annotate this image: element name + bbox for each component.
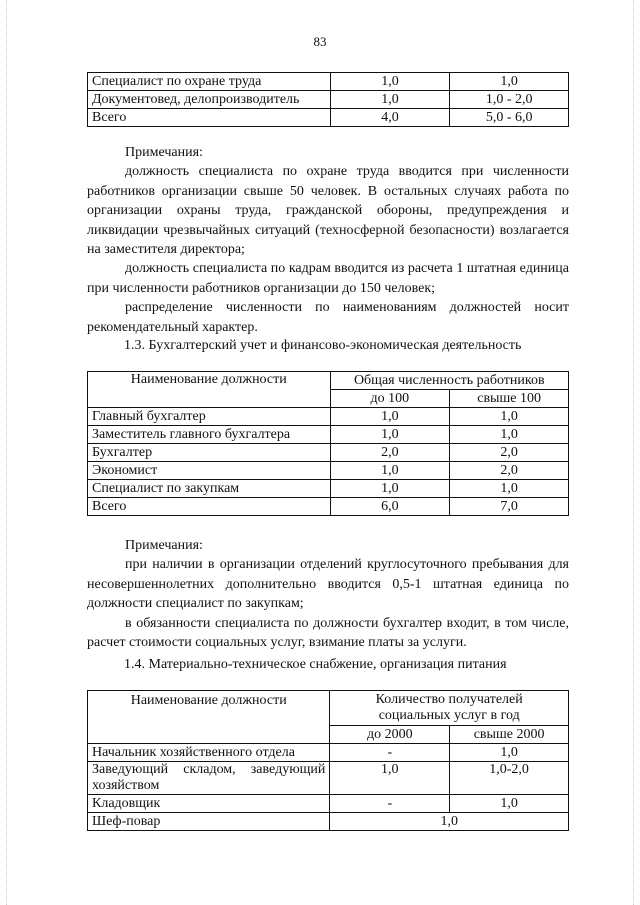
notes-block-2	[87, 536, 569, 652]
table-row	[88, 462, 569, 480]
table-row	[88, 498, 569, 516]
value-cell: 1,0	[330, 426, 450, 444]
value-cell: 1,0	[330, 480, 450, 498]
staff-table-accounting	[87, 371, 569, 516]
position-name: Главный бухгалтер	[88, 408, 331, 426]
table-row	[88, 795, 569, 813]
notes-block-1	[87, 143, 569, 337]
notes-heading: Примечания:	[125, 538, 203, 553]
position-name: Начальник хозяйственного отдела	[88, 744, 330, 762]
value-cell: -	[330, 795, 450, 813]
position-name: Бухгалтер	[88, 444, 331, 462]
value-cell: 5,0 - 6,0	[450, 109, 569, 127]
value-cell: 1,0	[330, 462, 450, 480]
note-paragraph: должность специалиста по охране труда вводится при численности работников организации свыше 50 человек. В остальных случаях работа по организации охраны труда, гражданской обороны, предупреждения и ликвидации чрезвычайных ситуаций (техносферной безопасности) возлагается на заместителя директора;	[87, 164, 569, 258]
header-col-b: свыше 100	[450, 390, 569, 408]
value-cell: 1,0	[450, 795, 569, 813]
position-name: Всего	[88, 109, 331, 127]
position-name: Кладовщик	[88, 795, 330, 813]
table-row	[88, 480, 569, 498]
value-cell: 1,0	[330, 408, 450, 426]
value-cell: 2,0	[450, 444, 569, 462]
section-title-1-3: 1.3. Бухгалтерский учет и финансово-экономическая деятельность	[124, 338, 522, 353]
value-cell: 2,0	[450, 462, 569, 480]
notes-heading: Примечания:	[125, 145, 203, 160]
table-row	[88, 813, 569, 831]
value-cell: 1,0	[330, 762, 450, 795]
position-name: Экономист	[88, 462, 331, 480]
value-cell: 1,0-2,0	[450, 762, 569, 795]
position-name: Всего	[88, 498, 331, 516]
table-row	[88, 426, 569, 444]
position-name: Специалист по закупкам	[88, 480, 331, 498]
position-name: Заведующий складом, заведующий хозяйством	[88, 762, 330, 795]
value-cell: -	[330, 744, 450, 762]
position-name: Документовед, делопроизводитель	[88, 91, 331, 109]
header-col-a: до 100	[330, 390, 450, 408]
value-cell: 4,0	[330, 109, 450, 127]
header-group: Общая численность работников	[330, 372, 569, 390]
note-paragraph: в обязанности специалиста по должности бухгалтер входит, в том числе, расчет стоимости социальных услуг, взимание платы за услуги.	[87, 615, 569, 651]
table-row	[88, 444, 569, 462]
section-title-1-4: 1.4. Материально-техническое снабжение, организация питания	[124, 657, 507, 672]
value-cell: 2,0	[330, 444, 450, 462]
table-row	[88, 762, 569, 795]
value-cell: 1,0	[450, 480, 569, 498]
table-row	[88, 91, 569, 109]
position-name: Заместитель главного бухгалтера	[88, 426, 331, 444]
table-row	[88, 109, 569, 127]
table-row	[88, 408, 569, 426]
page-number: 83	[313, 34, 327, 49]
note-paragraph: распределение численности по наименованиям должностей носит рекомендательный характер.	[87, 300, 569, 335]
header-group: Количество получателей социальных услуг в год	[330, 691, 569, 726]
value-cell-merged: 1,0	[330, 813, 569, 831]
position-name: Специалист по охране труда	[88, 73, 331, 91]
header-col-b: свыше 2000	[450, 726, 569, 744]
staff-table-supply	[87, 690, 569, 831]
table-row	[88, 73, 569, 91]
note-paragraph: должность специалиста по кадрам вводится из расчета 1 штатная единица при численности работников организации до 150 человек;	[87, 261, 569, 296]
scan-edge-left	[6, 0, 7, 905]
note-paragraph: при наличии в организации отделений круглосуточного пребывания для несовершеннолетних дополнительно вводится 0,5-1 штатная единица по должности специалист по закупкам;	[87, 557, 569, 612]
value-cell: 6,0	[330, 498, 450, 516]
value-cell: 1,0 - 2,0	[450, 91, 569, 109]
header-col-a: до 2000	[330, 726, 450, 744]
position-name: Шеф-повар	[88, 813, 330, 831]
value-cell: 1,0	[450, 744, 569, 762]
value-cell: 1,0	[450, 426, 569, 444]
value-cell: 1,0	[450, 408, 569, 426]
value-cell: 1,0	[330, 73, 450, 91]
table-row	[88, 744, 569, 762]
value-cell: 1,0	[450, 73, 569, 91]
header-position: Наименование должности	[88, 372, 331, 408]
staff-table-top	[87, 72, 569, 127]
scan-edge-right	[633, 0, 634, 905]
value-cell: 1,0	[330, 91, 450, 109]
header-position: Наименование должности	[88, 691, 330, 744]
value-cell: 7,0	[450, 498, 569, 516]
